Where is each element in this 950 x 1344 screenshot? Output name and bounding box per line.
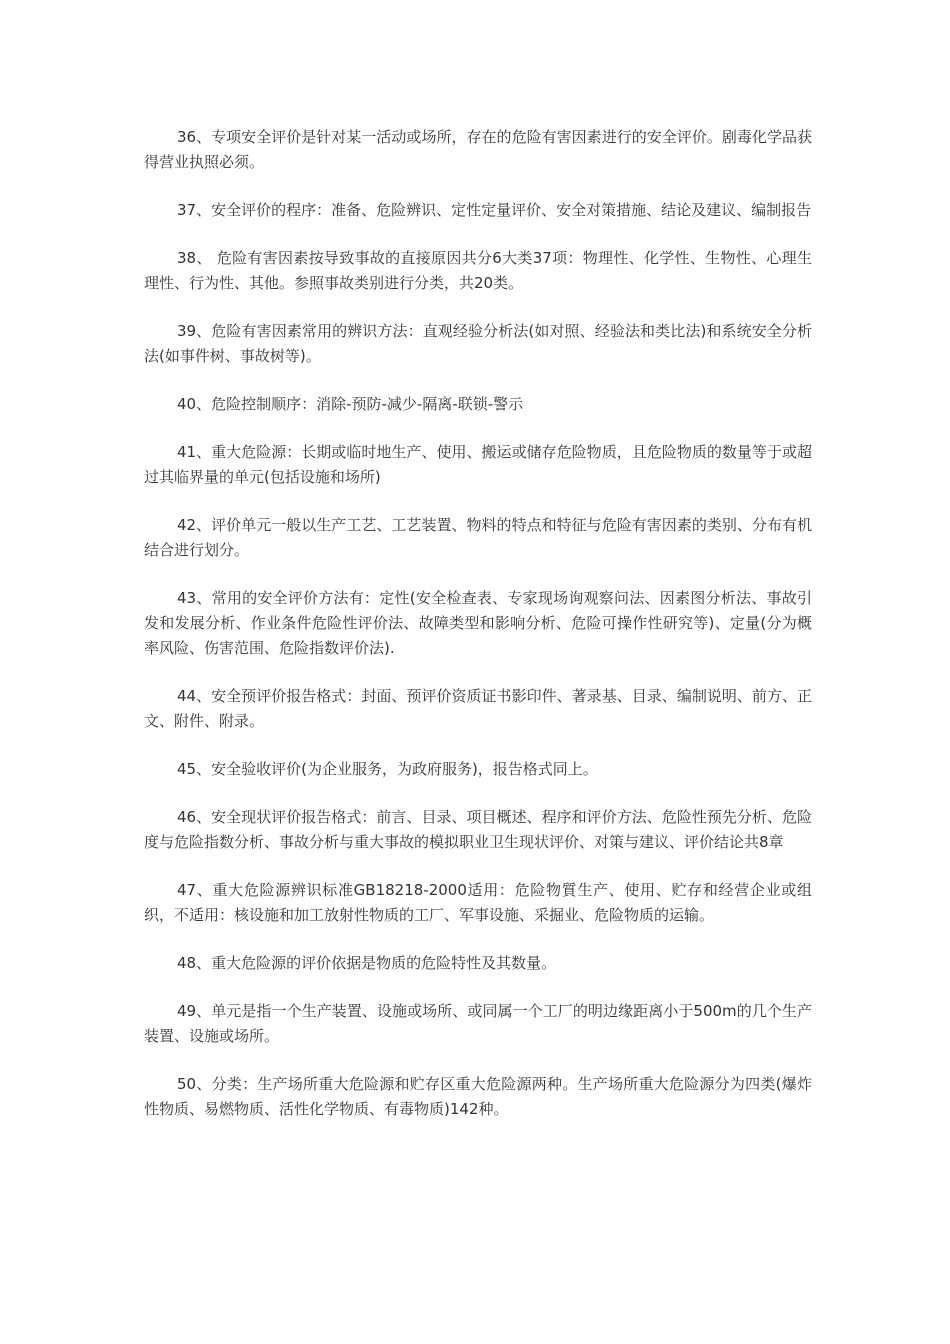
paragraph-38: 38、 危险有害因素按导致事故的直接原因共分6大类37项：物理性、化学性、生物性、心理生理性、行为性、其他。参照事故类别进行分类，共20类。 xyxy=(144,249,812,292)
paragraph-36: 36、专项安全评价是针对某一活动或场所，存在的危险有害因素进行的安全评价。剧毒化学品获得营业执照必须。 xyxy=(144,128,812,171)
document-body xyxy=(144,125,812,1145)
paragraph-44: 44、安全预评价报告格式：封面、预评价资质证书影印件、著录基、目录、编制说明、前方、正文、附件、附录。 xyxy=(144,687,812,730)
paragraph-41: 41、重大危险源：长期或临时地生产、使用、搬运或储存危险物质，且危险物质的数量等于或超过其临界量的单元(包括设施和场所) xyxy=(144,443,812,486)
paragraph-46: 46、安全现状评价报告格式：前言、目录、项目概述、程序和评价方法、危险性预先分析、危险度与危险指数分析、事故分析与重大事故的模拟职业卫生现状评价、对策与建议、评价结论共8章 xyxy=(144,808,812,851)
paragraph-47: 47、重大危险源辨识标准GB18218-2000适用：危险物質生产、使用、贮存和经营企业或组织，不适用：核设施和加工放射性物质的工厂、军事设施、采掘业、危险物质的运输。 xyxy=(144,881,812,924)
paragraph-45: 45、安全验收评价(为企业服务，为政府服务)，报告格式同上。 xyxy=(177,760,598,778)
paragraph-40: 40、危险控制顺序：消除-预防-减少-隔离-联锁-警示 xyxy=(177,395,524,413)
paragraph-49: 49、单元是指一个生产装置、设施或场所、或同属一个工厂的明边缘距离小于500m的几个生产装置、设施或场所。 xyxy=(144,1002,812,1045)
paragraph-43: 43、常用的安全评价方法有：定性(安全检查表、专家现场询观察问法、因素图分析法、事故引发和发展分析、作业条件危险性评价法、故障类型和影响分析、危险可操作性研究等)、定量(分为概率风险、伤害范围、危险指数评价法). xyxy=(144,589,812,657)
paragraph-39: 39、危险有害因素常用的辨识方法：直观经验分析法(如对照、经验法和类比法)和系统安全分析法(如事件树、事故树等)。 xyxy=(144,322,812,365)
paragraph-37: 37、安全评价的程序：准备、危险辨识、定性定量评价、安全对策措施、结论及建议、编制报告 xyxy=(177,201,812,219)
paragraph-50: 50、分类：生产场所重大危险源和贮存区重大危险源两种。生产场所重大危险源分为四类(爆炸性物质、易燃物质、活性化学物质、有毒物质)142种。 xyxy=(144,1075,812,1118)
paragraph-42: 42、评价单元一般以生产工艺、工艺装置、物料的特点和特征与危险有害因素的类别、分布有机结合进行划分。 xyxy=(144,516,812,559)
paragraph-48: 48、重大危险源的评价依据是物质的危险特性及其数量。 xyxy=(177,954,557,972)
